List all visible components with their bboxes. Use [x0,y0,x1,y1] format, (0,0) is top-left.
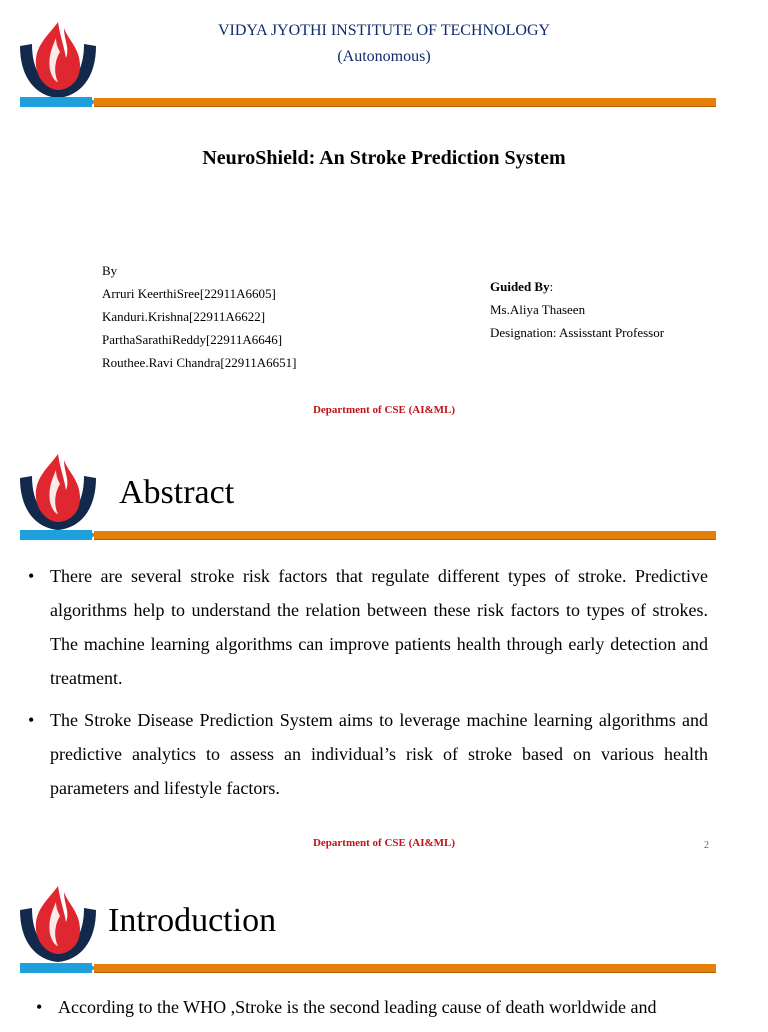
list-item [28,559,708,695]
department-footer: Department of CSE (AI&ML) [312,837,456,849]
guide-designation: Designation: Assisstant Professor [490,325,665,340]
header-divider-bar [20,97,716,107]
project-title: NeuroShield: An Stroke Prediction System [202,147,566,169]
header-divider-bar [20,963,716,973]
bullet-list [28,559,708,813]
header-divider-bar [20,530,716,540]
author-3: ParthaSarathiReddy[22911A6646] [102,332,283,347]
institute-name: VIDYA JYOTHI INSTITUTE OF TECHNOLOGY [217,22,551,39]
guide-name: Ms.Aliya Thaseen [490,302,586,317]
department-footer: Department of CSE (AI&ML) [312,404,456,416]
guided-by-text: Guided By [490,279,550,294]
autonomous-label: (Autonomous) [337,48,431,65]
bullet-icon: • [36,997,43,1017]
bullet-text: There are several stroke risk factors that regulate different types of stroke. Predictive algorithms help to understand the relation between these risk factors to types of strokes. The machine learning algorithms can improve patients health through early detection and treatment. [50,566,708,688]
author-2: Kanduri.Krishna[22911A6622] [102,309,266,324]
flame-shield-logo [18,882,98,972]
slide-title [0,0,768,430]
bullet-text: The Stroke Disease Prediction System aims to leverage machine learning algorithms and predictive analytics to assess an individual’s risk of stroke based on various health parameters and lifestyle factors. [50,710,708,798]
author-1: Arruri KeerthiSree[22911A6605] [102,286,276,301]
by-label: By [102,263,118,278]
page-number: 2 [704,840,709,851]
guided-by-label [490,279,553,295]
guided-by-colon: : [549,279,554,294]
section-heading: Abstract [119,474,235,511]
bullet-list [36,990,708,1032]
list-item [36,990,708,1024]
section-heading: Introduction [108,902,277,939]
bullet-text: According to the WHO ,Stroke is the second leading cause of death worldwide and [58,997,657,1017]
flame-shield-logo [18,450,98,540]
author-4: Routhee.Ravi Chandra[22911A6651] [102,355,297,370]
slide-introduction [0,864,768,1024]
bullet-icon: • [28,710,35,730]
bullet-icon: • [28,566,35,586]
list-item [28,703,708,805]
slide-abstract [0,432,768,862]
